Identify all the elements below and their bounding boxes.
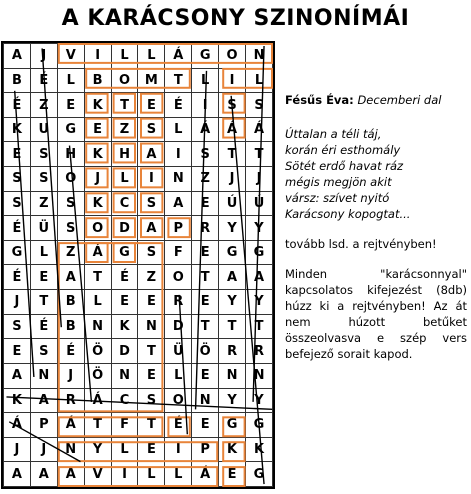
grid-cell[interactable]: L: [30, 240, 57, 265]
grid-cell[interactable]: N: [165, 167, 192, 192]
grid-table: [3, 43, 273, 487]
grid-cell[interactable]: L: [165, 117, 192, 142]
grid-cell[interactable]: E: [84, 117, 111, 142]
grid-cell[interactable]: N: [84, 314, 111, 339]
grid-cell[interactable]: G: [57, 117, 84, 142]
grid-cell[interactable]: É: [111, 265, 138, 290]
grid-cell[interactable]: T: [219, 142, 246, 167]
grid-cell[interactable]: J: [4, 437, 31, 462]
grid-cell[interactable]: Á: [165, 44, 192, 69]
grid-cell[interactable]: G: [219, 413, 246, 438]
grid-cell[interactable]: G: [246, 240, 273, 265]
grid-cell[interactable]: Á: [192, 117, 219, 142]
grid-cell[interactable]: J: [30, 44, 57, 69]
grid-cell[interactable]: T: [165, 68, 192, 93]
grid-cell[interactable]: H: [57, 142, 84, 167]
grid-cell[interactable]: E: [138, 437, 165, 462]
grid-cell[interactable]: K: [84, 191, 111, 216]
grid-cell[interactable]: Z: [57, 240, 84, 265]
grid-cell[interactable]: E: [219, 462, 246, 487]
grid-cell[interactable]: S: [138, 191, 165, 216]
grid-cell[interactable]: S: [4, 314, 31, 339]
grid-cell[interactable]: E: [138, 290, 165, 315]
grid-cell[interactable]: R: [165, 290, 192, 315]
grid-cell[interactable]: J: [246, 167, 273, 192]
grid-cell[interactable]: C: [111, 191, 138, 216]
page-title: A KARÁCSONY SZINONÍMÁI: [61, 6, 410, 31]
grid-cell[interactable]: Y: [246, 216, 273, 241]
grid-cell[interactable]: O: [57, 167, 84, 192]
grid-cell[interactable]: Y: [84, 437, 111, 462]
grid-cell[interactable]: S: [138, 117, 165, 142]
grid-cell[interactable]: A: [57, 265, 84, 290]
grid-cell[interactable]: N: [57, 437, 84, 462]
grid-row: [4, 167, 273, 192]
grid-cell[interactable]: Y: [219, 290, 246, 315]
grid-cell[interactable]: J: [30, 437, 57, 462]
grid-cell[interactable]: I: [165, 142, 192, 167]
grid-cell[interactable]: L: [84, 290, 111, 315]
grid-row: [4, 314, 273, 339]
grid-cell[interactable]: K: [246, 437, 273, 462]
poem-heading: [285, 92, 467, 108]
grid-cell[interactable]: O: [111, 68, 138, 93]
grid-row: [4, 462, 273, 487]
grid-row: [4, 216, 273, 241]
grid-row: [4, 240, 273, 265]
continue-note: tovább lsd. a rejtvényben!: [285, 237, 437, 251]
grid-cell[interactable]: Á: [57, 413, 84, 438]
grid-cell[interactable]: Y: [219, 216, 246, 241]
grid-cell[interactable]: T: [84, 413, 111, 438]
grid-cell[interactable]: T: [246, 142, 273, 167]
grid-cell[interactable]: N: [111, 363, 138, 388]
grid-cell[interactable]: G: [246, 413, 273, 438]
grid-cell[interactable]: P: [165, 216, 192, 241]
grid-cell[interactable]: K: [84, 93, 111, 118]
grid-row: [4, 68, 273, 93]
grid-cell[interactable]: V: [84, 462, 111, 487]
grid-cell[interactable]: S: [138, 240, 165, 265]
grid-row: [4, 117, 273, 142]
grid-cell[interactable]: L: [111, 44, 138, 69]
grid-cell[interactable]: T: [84, 265, 111, 290]
grid-cell[interactable]: I: [165, 437, 192, 462]
grid-cell[interactable]: É: [165, 93, 192, 118]
grid-cell[interactable]: A: [30, 388, 57, 413]
grid-cell[interactable]: E: [4, 339, 31, 364]
grid-cell[interactable]: O: [219, 44, 246, 69]
grid-cell[interactable]: G: [111, 240, 138, 265]
poem-line: Karácsony kopogtat...: [285, 207, 411, 221]
grid-cell[interactable]: S: [4, 191, 31, 216]
grid-cell[interactable]: G: [219, 240, 246, 265]
grid-cell[interactable]: I: [111, 462, 138, 487]
grid-cell[interactable]: T: [111, 93, 138, 118]
grid-cell[interactable]: N: [138, 314, 165, 339]
grid-cell[interactable]: N: [192, 388, 219, 413]
grid-cell[interactable]: Á: [246, 117, 273, 142]
grid-cell[interactable]: Z: [111, 117, 138, 142]
grid-cell[interactable]: A: [57, 462, 84, 487]
grid-cell[interactable]: T: [192, 265, 219, 290]
grid-cell[interactable]: B: [57, 314, 84, 339]
grid-cell[interactable]: J: [57, 363, 84, 388]
grid-cell[interactable]: R: [192, 216, 219, 241]
grid-cell[interactable]: R: [219, 339, 246, 364]
poem-title: Decemberi dal: [357, 93, 442, 107]
grid-row: [4, 265, 273, 290]
grid-cell[interactable]: Ö: [84, 339, 111, 364]
grid-cell[interactable]: Ú: [246, 191, 273, 216]
grid-cell[interactable]: É: [165, 413, 192, 438]
grid-row: [4, 413, 273, 438]
grid-cell[interactable]: K: [84, 142, 111, 167]
grid-cell[interactable]: S: [30, 167, 57, 192]
grid-cell[interactable]: C: [111, 388, 138, 413]
grid-cell[interactable]: Ö: [192, 339, 219, 364]
grid-cell[interactable]: É: [57, 339, 84, 364]
grid-cell[interactable]: O: [165, 265, 192, 290]
grid-cell[interactable]: D: [111, 216, 138, 241]
grid-cell[interactable]: D: [165, 314, 192, 339]
grid-cell[interactable]: Ü: [165, 339, 192, 364]
grid-cell[interactable]: I: [138, 167, 165, 192]
grid-row: [4, 142, 273, 167]
grid-cell[interactable]: T: [246, 314, 273, 339]
grid-cell[interactable]: J: [219, 167, 246, 192]
grid-cell[interactable]: E: [4, 142, 31, 167]
poem-line: Úttalan a téli táj,: [285, 127, 382, 141]
grid-cell[interactable]: L: [165, 363, 192, 388]
grid-cell[interactable]: Z: [138, 265, 165, 290]
grid-cell[interactable]: E: [57, 93, 84, 118]
side-panel: [285, 92, 467, 362]
poem-line: korán éri esthomály: [285, 143, 401, 157]
grid-cell[interactable]: G: [192, 44, 219, 69]
grid-cell[interactable]: A: [138, 142, 165, 167]
grid-cell[interactable]: S: [57, 191, 84, 216]
grid-cell[interactable]: A: [4, 44, 31, 69]
grid-cell[interactable]: S: [30, 339, 57, 364]
grid-cell[interactable]: M: [138, 68, 165, 93]
grid-cell[interactable]: O: [165, 388, 192, 413]
grid-cell[interactable]: N: [246, 363, 273, 388]
grid-row: [4, 191, 273, 216]
grid-cell[interactable]: A: [219, 265, 246, 290]
grid-cell[interactable]: R: [57, 388, 84, 413]
grid-cell[interactable]: E: [192, 413, 219, 438]
grid-cell[interactable]: E: [192, 363, 219, 388]
grid-cell[interactable]: T: [138, 413, 165, 438]
grid-cell[interactable]: A: [4, 363, 31, 388]
grid-cell[interactable]: Ö: [84, 363, 111, 388]
grid-cell[interactable]: Z: [30, 191, 57, 216]
grid-cell[interactable]: B: [57, 290, 84, 315]
grid-cell[interactable]: A: [246, 265, 273, 290]
grid-cell[interactable]: T: [192, 314, 219, 339]
word-search-grid: [1, 41, 275, 489]
grid-cell[interactable]: Á: [192, 462, 219, 487]
grid-cell[interactable]: L: [138, 44, 165, 69]
grid-cell[interactable]: O: [84, 216, 111, 241]
grid-cell[interactable]: I: [84, 44, 111, 69]
grid-row: [4, 388, 273, 413]
grid-cell[interactable]: L: [192, 68, 219, 93]
grid-cell[interactable]: K: [4, 117, 31, 142]
grid-cell[interactable]: I: [192, 93, 219, 118]
grid-cell[interactable]: L: [111, 437, 138, 462]
grid-cell[interactable]: Á: [219, 117, 246, 142]
grid-cell[interactable]: B: [84, 68, 111, 93]
grid-cell[interactable]: I: [219, 68, 246, 93]
grid-cell[interactable]: E: [138, 93, 165, 118]
grid-cell[interactable]: P: [30, 413, 57, 438]
grid-cell[interactable]: L: [165, 462, 192, 487]
grid-cell[interactable]: L: [246, 68, 273, 93]
poem-author: Fésűs Éva:: [285, 93, 354, 107]
grid-cell[interactable]: S: [138, 388, 165, 413]
grid-row: [4, 44, 273, 69]
grid-cell[interactable]: S: [4, 167, 31, 192]
grid-cell[interactable]: E: [111, 290, 138, 315]
grid-row: [4, 93, 273, 118]
grid-cell[interactable]: R: [246, 339, 273, 364]
grid-cell[interactable]: T: [219, 314, 246, 339]
grid-cell[interactable]: K: [4, 388, 31, 413]
grid-cell[interactable]: S: [57, 216, 84, 241]
grid-cell[interactable]: J: [84, 167, 111, 192]
grid-cell[interactable]: B: [4, 68, 31, 93]
grid-cell[interactable]: F: [165, 240, 192, 265]
grid-cell[interactable]: Y: [246, 290, 273, 315]
grid-cell[interactable]: N: [246, 44, 273, 69]
grid-cell[interactable]: S: [219, 93, 246, 118]
grid-cell[interactable]: É: [30, 68, 57, 93]
grid-cell[interactable]: A: [138, 216, 165, 241]
grid-cell[interactable]: K: [111, 314, 138, 339]
grid-cell[interactable]: E: [30, 265, 57, 290]
grid-cell[interactable]: Y: [219, 388, 246, 413]
grid-cell[interactable]: S: [246, 93, 273, 118]
grid-cell[interactable]: J: [4, 290, 31, 315]
instructions: Minden "karácsonnyal" kapcsolatos kifejezést (8db) húzz ki a rejtvényben! Az át nem húzott betűket összeolvasva e szép vers befejező sorait kapod.: [285, 267, 467, 361]
poem-line: Sötét erdő havat ráz: [285, 159, 404, 173]
grid-cell[interactable]: T: [30, 290, 57, 315]
grid-row: [4, 290, 273, 315]
poem-line: vársz: szívet nyitó: [285, 191, 390, 205]
grid-cell[interactable]: É: [4, 216, 31, 241]
grid-cell[interactable]: H: [111, 142, 138, 167]
grid-cell[interactable]: Z: [192, 167, 219, 192]
grid-cell[interactable]: E: [192, 290, 219, 315]
grid-cell[interactable]: É: [30, 314, 57, 339]
grid-cell[interactable]: E: [192, 240, 219, 265]
grid-cell[interactable]: L: [111, 167, 138, 192]
poem-line: mégis megjön akit: [285, 175, 392, 189]
grid-cell[interactable]: L: [138, 462, 165, 487]
poem-lines: [285, 126, 467, 222]
grid-cell[interactable]: Y: [246, 388, 273, 413]
grid-cell[interactable]: D: [111, 339, 138, 364]
grid-cell[interactable]: É: [4, 265, 31, 290]
grid-row: [4, 363, 273, 388]
grid-cell[interactable]: N: [219, 363, 246, 388]
grid-row: [4, 437, 273, 462]
grid-cell[interactable]: T: [138, 339, 165, 364]
grid-cell[interactable]: Ü: [30, 216, 57, 241]
grid-row: [4, 339, 273, 364]
grid-cell[interactable]: Ú: [219, 191, 246, 216]
grid-cell[interactable]: É: [4, 93, 31, 118]
grid-cell[interactable]: N: [30, 363, 57, 388]
grid-cell[interactable]: G: [4, 240, 31, 265]
grid-cell[interactable]: G: [246, 462, 273, 487]
grid-cell[interactable]: A: [165, 191, 192, 216]
grid-cell[interactable]: V: [57, 44, 84, 69]
grid-cell[interactable]: F: [111, 413, 138, 438]
grid-cell[interactable]: K: [219, 437, 246, 462]
grid-cell[interactable]: Z: [30, 93, 57, 118]
grid-cell[interactable]: Á: [84, 388, 111, 413]
grid-cell[interactable]: S: [30, 142, 57, 167]
grid-cell[interactable]: L: [57, 68, 84, 93]
grid-cell[interactable]: U: [30, 117, 57, 142]
grid-cell[interactable]: P: [192, 437, 219, 462]
grid-cell[interactable]: A: [30, 462, 57, 487]
grid-cell[interactable]: E: [138, 363, 165, 388]
grid-cell[interactable]: Á: [4, 413, 31, 438]
grid-cell[interactable]: Á: [84, 240, 111, 265]
grid-cell[interactable]: S: [192, 142, 219, 167]
grid-cell[interactable]: E: [192, 191, 219, 216]
grid-cell[interactable]: A: [4, 462, 31, 487]
